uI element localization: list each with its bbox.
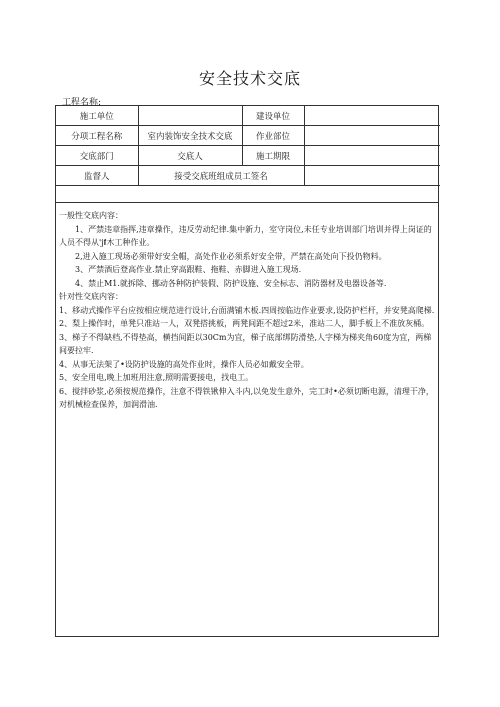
subproject-name-label: 分项工程名称 [56,126,138,146]
table-row [56,166,440,186]
specific-item: 5、安全用电,晚上加班用注意,照明需要接电，找电工。 [59,373,254,382]
general-item: 3、严禁酒后登高作业.禁止穿高跟鞋、拖鞋、赤脚进入施工现场. [75,265,302,274]
construction-unit-label: 施工单位 [56,106,138,126]
specific-item: 3、梯子不得缺档,不得垫高，横挡间距以30Cm为宜，梯子底部绑防滑垫,人字梯为梯夹角60度为宜，两梯间要拉牢. [59,332,432,355]
table-row [56,126,440,146]
general-heading: 一般性交底内容： [59,211,123,220]
info-table [56,106,440,186]
general-item: 2,进入施工现场必须带好安全帽，高处作业必须系好安全带，严禁在高处向下投仍物料。 [75,251,387,261]
disclosure-dept-label: 交底部门 [56,146,138,166]
document-title: 安全技术交底 [198,69,301,88]
work-location-value[interactable] [304,126,440,146]
owner-unit-label: 建设单位 [242,106,304,126]
specific-item: 4、从事无法架了•设防护设施的高处作业时，操作人员必如戴安全带。 [59,359,309,369]
specific-item: 6、搅拌砂浆,必须按规范操作，注意不得铁锹伸入斗内,以免发生意外，完工时•必须切断电源，清理干净，对机械检查保养，加润滑油. [59,386,434,409]
team-signature-label: 接受交底班组成员工签名 [138,166,304,186]
blank-row [56,186,438,203]
disclosure-content [56,203,438,412]
disclosure-form [55,105,439,637]
table-row [56,106,440,126]
specific-item: 1、移动式操作平台应按相应规范进行设计,台面满铺木板.四周按临边作业要求,设防护栏杆，并安凳高爬梯. [59,305,435,315]
owner-unit-value[interactable] [304,106,440,126]
supervisor-label: 监督人 [56,166,138,186]
specific-item: 2、梨上操作时，单凳只准站一人，双凳搭挑板，两凳间距不超过2米，准站二人，脚手板上不准放灰桶。 [59,319,430,328]
specific-heading: 针对性交底内容： [59,292,123,301]
construction-period-label: 施工期限 [242,146,304,166]
construction-period-value[interactable] [304,146,440,166]
discloser-label: 交底人 [138,146,242,166]
team-signature-value[interactable] [304,166,440,186]
general-item: 4、禁止M1.就拆除、挪动各种防护装假、防护设施、安全标志、消防器材及电器设备等. [75,278,387,288]
work-location-label: 作业部位 [242,126,304,146]
project-name-label: 工程名称: [62,98,102,108]
general-item: 1、严禁违章指挥,违章操作，违反劳动纪律.集中新力，室守岗位,未任专业培训部门培训并得上岗证的人员不得从'j𝐟木工种作业。 [59,224,432,247]
construction-unit-value[interactable] [138,106,242,126]
table-row [56,146,440,166]
subproject-name-value: 室内装饰安全技术交底 [138,126,242,146]
